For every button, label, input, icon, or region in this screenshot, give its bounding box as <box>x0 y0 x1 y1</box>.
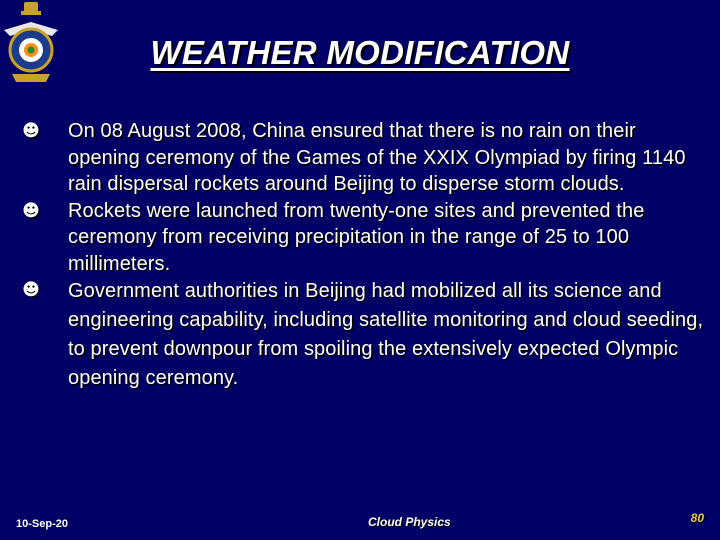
smiley-face-icon: ☻ <box>22 280 40 300</box>
footer-date: 10-Sep-20 <box>16 518 68 530</box>
page-number: 80 <box>690 511 704 525</box>
smiley-face-icon: ☻ <box>22 121 40 141</box>
bullet-list <box>20 118 710 393</box>
bullet-item <box>20 198 710 278</box>
footer-title: Cloud Physics <box>368 515 451 529</box>
smiley-face-icon: ☻ <box>22 200 40 221</box>
bullet-text: Government authorities in Beijing had mobilized all its science and engineering capability, including satellite monitoring and cloud seeding, to prevent downpour from spoiling the extensively expected Olympic opening ceremony. <box>68 280 704 389</box>
bullet-text: On 08 August 2008, China ensured that there is no rain on their opening ceremony of the Games of the XXIX Olympiad by firing 1140 rain dispersal rockets around Beijing to disperse storm clouds. <box>68 120 686 195</box>
bullet-text: Rockets were launched from twenty-one sites and prevented the ceremony from receiving precipitation in the range of 25 to 100 millimeters. <box>68 199 645 275</box>
bullet-item <box>20 118 710 198</box>
slide-title: WEATHER MODIFICATION <box>150 34 570 71</box>
bullet-item <box>20 277 710 393</box>
